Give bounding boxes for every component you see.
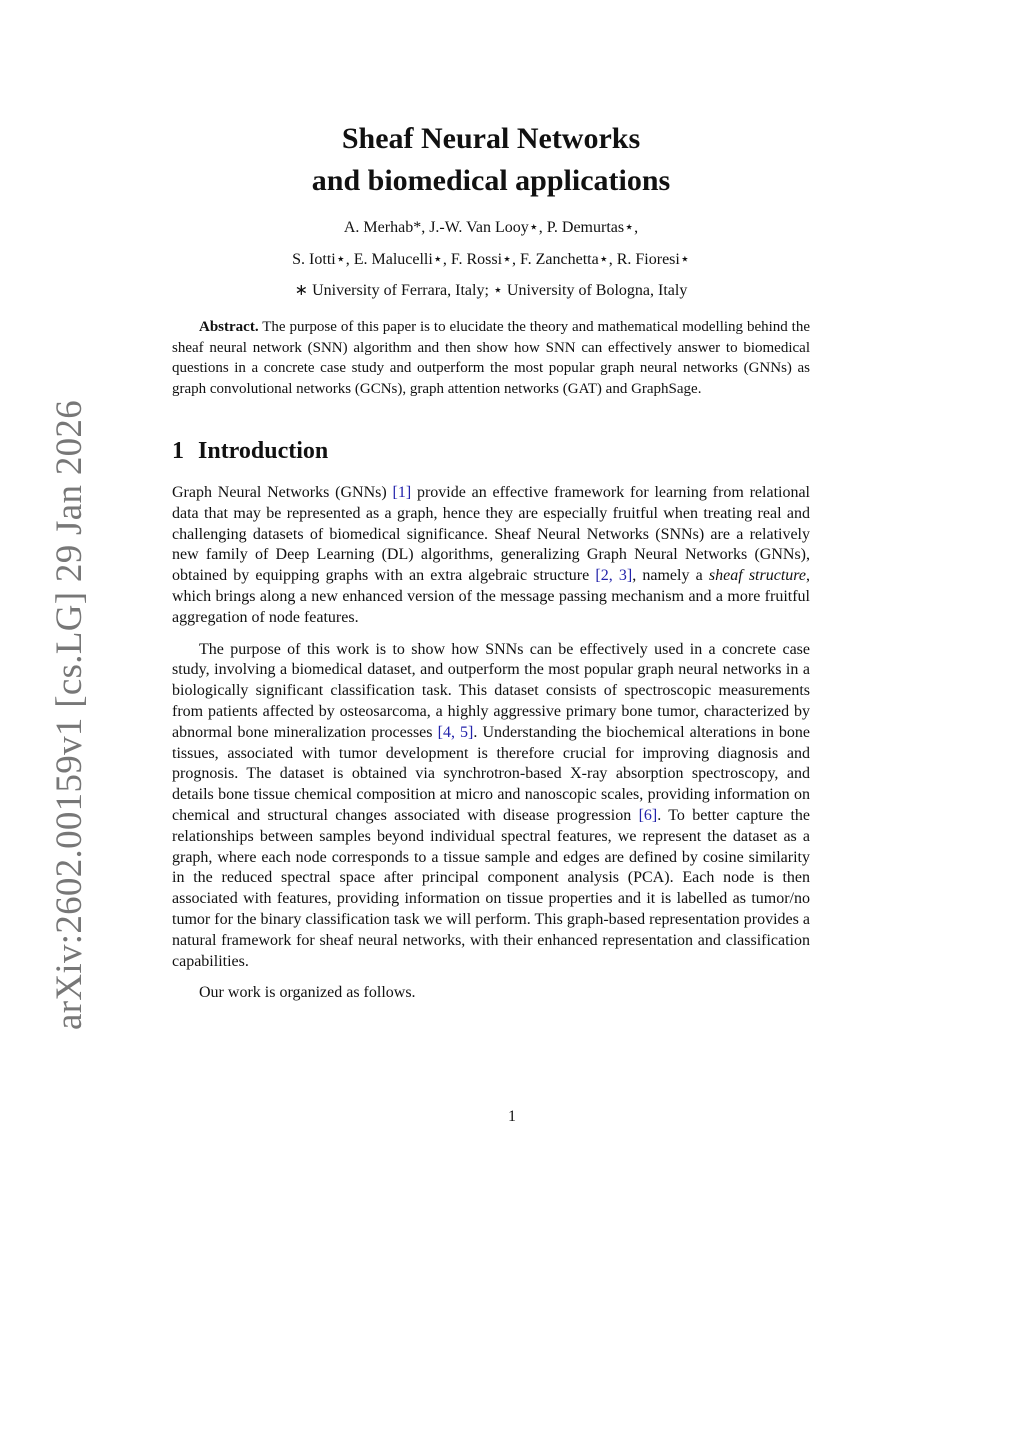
affiliations: ∗ University of Ferrara, Italy; ⋆ University of Bologna, Italy xyxy=(294,282,688,299)
p1-text-c: , namely a xyxy=(632,567,709,585)
paragraph-3: Our work is organized as follows. xyxy=(199,984,416,1002)
section-number: 1 xyxy=(172,438,184,464)
p1-text-d: , which brings along a new enhanced version of the message passing mechanism and a more fruitful aggregation of node features. xyxy=(172,567,811,626)
abstract-label: Abstract. xyxy=(199,319,259,335)
paper-title xyxy=(172,118,810,202)
citation-link[interactable]: [6] xyxy=(638,806,658,824)
body-text xyxy=(172,483,810,1015)
abstract-text: The purpose of this paper is to elucidate the theory and mathematical modelling behind the sheaf neural network (SNN) algorithm and then show how SNN can effectively answer to biomedical questions in a concrete case study and outperform the most popular graph neural networks (GNNs) as graph convolutional networks (GCNs), graph attention networks (GAT) and GraphSage. xyxy=(172,319,811,398)
paragraph-2 xyxy=(172,640,810,973)
title-line-1: Sheaf Neural Networks xyxy=(341,122,641,155)
citation-link[interactable]: [4, 5] xyxy=(437,723,474,741)
page-number: 1 xyxy=(508,1108,516,1125)
abstract xyxy=(172,317,810,400)
author-block xyxy=(172,212,810,307)
p2-text-b: . Understanding the biochemical alterations in bone tissues, associated with tumor development is therefore crucial for improving diagnosis and prognosis. The dataset is obtained via synchrotron-based X-ray absorption spectroscopy, and details bone tissue chemical composition at micro and nanoscopic scales, providing information on chemical and structural changes associated with disease progression xyxy=(172,723,811,824)
p1-text-b: provide an effective framework for learning from relational data that may be represented as a graph, hence they are especially fruitful when treating real and challenging datasets of biomedical significance. Sheaf Neural Networks (SNNs) are a relatively new family of Deep Learning (DL) algorithms, generalizing Graph Neural Networks (GNNs), obtained by equipping graphs with an extra algebraic structure xyxy=(172,484,811,585)
p2-text-c: . To better capture the relationships between samples beyond individual spectral features, we represent the dataset as a graph, where each node corresponds to a tissue sample and edges are defined by cosine similarity in the reduced spectral space after principal component analysis (PCA). Each node is then associated with features, providing information on tissue properties and it is labelled as tumor/no tumor for the binary classification task we will perform. This graph-based representation provides a natural framework for sheaf neural networks, with their enhanced representation and classification capabilities. xyxy=(172,806,810,970)
authors-line-2: S. Iotti⋆, E. Malucelli⋆, F. Rossi⋆, F. Zanchetta⋆, R. Fioresi⋆ xyxy=(292,250,690,268)
p1-text-a: Graph Neural Networks (GNNs) xyxy=(172,484,393,501)
abstract-paragraph xyxy=(172,317,810,400)
p1-emphasis: sheaf structure xyxy=(708,567,807,585)
paragraph-1 xyxy=(172,483,810,629)
section-title: Introduction xyxy=(198,438,329,464)
authors-line-1: A. Merhab*, J.-W. Van Looy⋆, P. Demurtas⋆, xyxy=(343,219,639,236)
citation-link[interactable]: [1] xyxy=(392,484,412,501)
p2-text-a: The purpose of this work is to show how SNNs can be effectively used in a concrete case study, involving a biomedical dataset, and outperform the most popular graph neural networks in a biologically significant classification task. This dataset consists of spectroscopic measurements from patients affected by osteosarcoma, a highly aggressive primary bone tumor, characterized by abnormal bone mineralization processes xyxy=(172,640,810,741)
title-line-2: and biomedical applications xyxy=(311,164,671,197)
section-heading xyxy=(172,438,328,465)
arxiv-identifier-stamp: arXiv:2602.00159v1 [cs.LG] 29 Jan 2026 xyxy=(49,399,90,1030)
citation-link[interactable]: [2, 3] xyxy=(595,567,633,585)
